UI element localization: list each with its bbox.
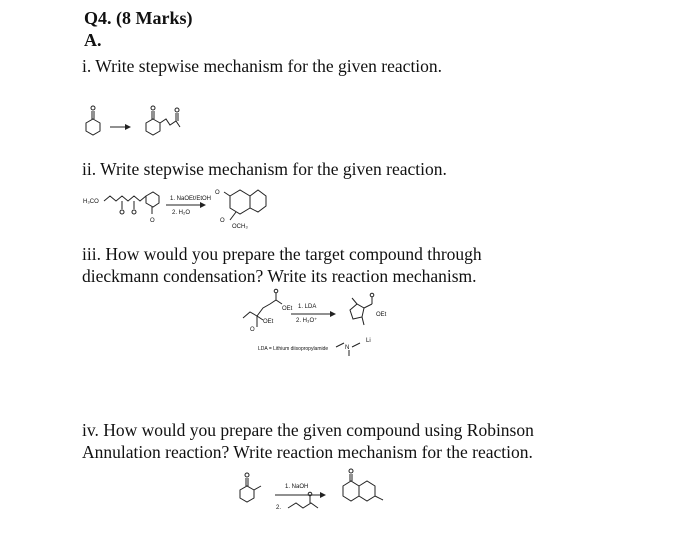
svg-text:O: O [150, 218, 155, 224]
condition-1: 1. NaOEt/EtOH [170, 196, 212, 202]
reactant-ring [146, 192, 159, 207]
scheme-iv [240, 469, 383, 511]
alkylated-cyclohexanone-structure [146, 106, 180, 135]
bicyclic-product-structure [215, 190, 266, 230]
item-iv-prompt-line2: Annulation reaction? Write reaction mechanism for the reaction. [82, 442, 533, 462]
diester-reactant-structure [243, 289, 282, 333]
lithium-label: Li [366, 338, 371, 344]
item-ii-prompt: ii. Write stepwise mechanism for the given reaction. [82, 159, 447, 179]
question-title: Q4. (8 Marks) [84, 8, 193, 28]
svg-text:O: O [215, 190, 220, 196]
condition-2: 2. H₃O⁺ [296, 318, 318, 324]
diester-chain [104, 196, 146, 201]
product-methoxy-label: OCH₃ [232, 224, 248, 230]
condition-1: 1. NaOH [285, 484, 309, 490]
item-iii-prompt-line2: dieckmann condensation? Write its reaction mechanism. [82, 266, 477, 286]
scheme-ii [83, 190, 266, 230]
svg-text:O: O [220, 218, 225, 224]
condition-2: 2. H₂O [172, 210, 190, 216]
methoxy-label: H₃CO [83, 199, 99, 205]
condition-2: 2. [276, 505, 282, 511]
item-iv-prompt-line1: iv. How would you prepare the given compound using Robinson [82, 420, 534, 440]
cyclic-ketoester-product-structure [350, 293, 374, 325]
condition-1: 1. LDA [298, 304, 317, 310]
cyclohexanone-structure [86, 106, 100, 135]
product-ester-label: OEt [376, 312, 387, 318]
scheme-i [86, 106, 180, 135]
part-label: A. [84, 30, 102, 50]
lda-definition: LDA = Lithium diisopropylamide [258, 346, 329, 352]
item-iii-prompt-line1: iii. How would you prepare the target compound through [82, 244, 482, 264]
annulated-product-structure [343, 469, 383, 501]
ester-label-1: OEt [282, 306, 293, 312]
scheme-iii [243, 289, 387, 356]
item-i-prompt: i. Write stepwise mechanism for the given reaction. [82, 56, 443, 76]
svg-text:O: O [250, 327, 255, 333]
methylcyclohexanone-structure [240, 473, 261, 502]
ester-label-2: OEt [263, 319, 274, 325]
nitrogen-label: N [345, 345, 350, 351]
